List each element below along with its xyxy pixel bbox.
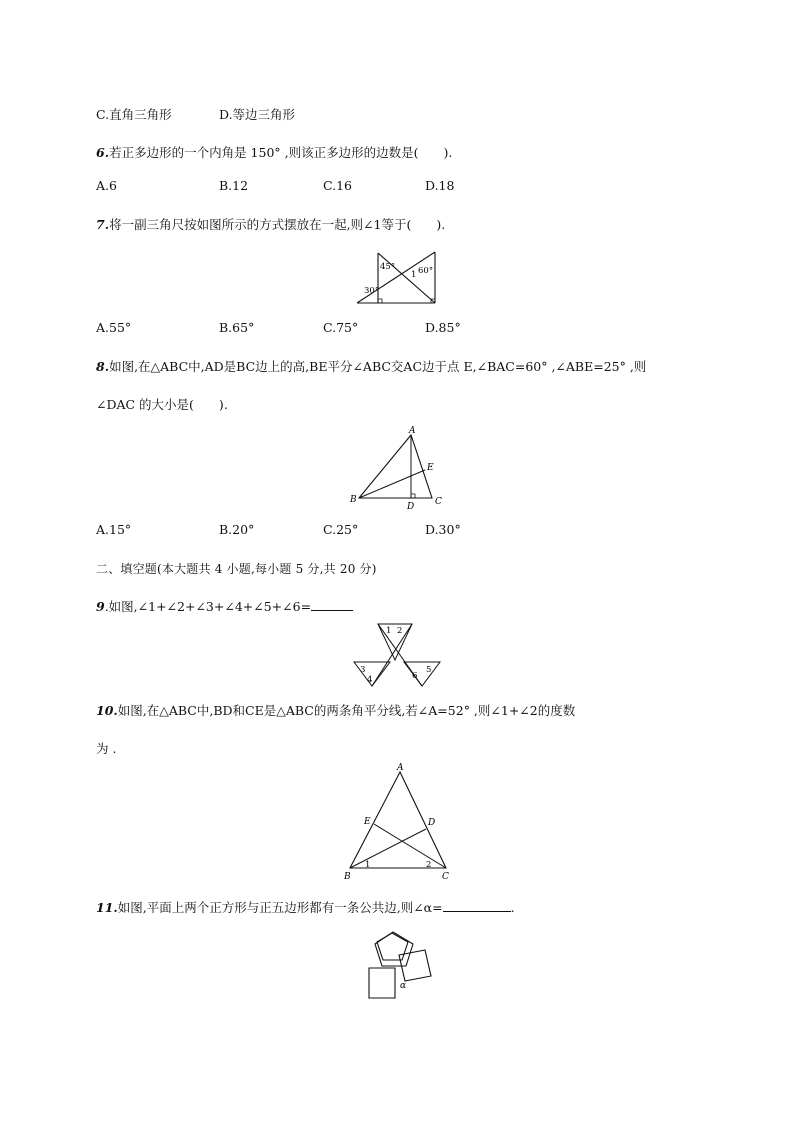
section-fill-in-heading: 二、填空题(本大题共 4 小题,每小题 5 分,共 20 分) xyxy=(96,562,377,576)
q5-option-c: C.直角三角形 xyxy=(96,107,172,122)
q9-number: 9 xyxy=(96,599,105,614)
q7-number: 7. xyxy=(96,217,110,232)
q11-answer-blank[interactable] xyxy=(443,899,511,912)
q11-label-alpha: α xyxy=(400,981,407,991)
q8-triangle-figure xyxy=(345,425,455,515)
q8-text-line1: 如图,在△ABC中,AD是BC边上的高,BE平分∠ABC交AC边于点 E,∠BAC=60° ,∠ABE=25° ,则 xyxy=(109,359,647,374)
q7-option-c: C.75° xyxy=(323,320,359,335)
q7-triangle-ruler-figure xyxy=(355,248,445,308)
q10-label-c: C xyxy=(442,872,449,882)
q10-label-e: E xyxy=(364,817,371,827)
q11-tail: . xyxy=(510,900,515,915)
q9-triangles-figure xyxy=(350,620,450,690)
q6-text: 若正多边形的一个内角是 150° ,则该正多边形的边数是( ). xyxy=(109,145,453,160)
q7-option-d: D.85° xyxy=(425,320,461,335)
q8-option-c: C.25° xyxy=(323,522,359,537)
q8-label-a: A xyxy=(409,426,416,436)
q7-option-a: A.55° xyxy=(96,320,132,335)
q8-option-b: B.20° xyxy=(219,522,255,537)
q11-text: 如图,平面上两个正方形与正五边形都有一条公共边,则∠α= xyxy=(117,900,443,915)
q8-stem-line2: ∠DAC 的大小是( ). xyxy=(96,397,228,412)
q10-label-1: 1 xyxy=(365,860,371,870)
q10-label-2: 2 xyxy=(426,860,432,870)
q9-label-3: 3 xyxy=(360,665,366,675)
q6-option-a: A.6 xyxy=(96,178,117,193)
q9-label-5: 5 xyxy=(426,665,432,675)
q7-text: 将一副三角尺按如图所示的方式摆放在一起,则∠1等于( ). xyxy=(109,217,446,232)
q7-label-1: 1 xyxy=(411,270,417,280)
q9-answer-blank[interactable] xyxy=(311,598,353,611)
q11-number: 11. xyxy=(96,900,118,915)
q8-label-b: B xyxy=(350,495,357,505)
q10-stem-line2: 为 . xyxy=(96,741,117,756)
q7-label-60: 60° xyxy=(418,266,434,276)
q6-option-b: B.12 xyxy=(219,178,249,193)
q11-stem xyxy=(96,898,515,916)
q8-number: 8. xyxy=(96,359,110,374)
q9-label-6: 6 xyxy=(412,671,418,681)
q7-label-45: 45° xyxy=(380,262,396,272)
q10-triangle-figure xyxy=(340,762,460,882)
q9-stem xyxy=(96,597,353,615)
q6-stem xyxy=(96,143,452,161)
q10-number: 10. xyxy=(96,703,118,718)
q10-label-a: A xyxy=(397,763,404,773)
q7-stem xyxy=(96,215,445,233)
q8-label-c: C xyxy=(435,497,442,507)
q9-label-1: 1 xyxy=(386,626,392,636)
q8-option-d: D.30° xyxy=(425,522,461,537)
q10-stem-line1 xyxy=(96,701,575,719)
q6-option-d: D.18 xyxy=(425,178,455,193)
q8-stem-line1 xyxy=(96,357,646,375)
q6-number: 6. xyxy=(96,145,110,160)
q10-text-line1: 如图,在△ABC中,BD和CE是△ABC的两条角平分线,若∠A=52° ,则∠1+∠2的度数 xyxy=(117,703,576,718)
q9-label-2: 2 xyxy=(397,626,403,636)
q10-label-b: B xyxy=(344,872,351,882)
q11-pentagon-squares-figure xyxy=(355,930,455,1005)
q8-label-e: E xyxy=(427,463,434,473)
q5-option-d: D.等边三角形 xyxy=(219,107,296,122)
q10-label-d: D xyxy=(428,818,436,828)
q9-text: .如图,∠1+∠2+∠3+∠4+∠5+∠6= xyxy=(104,599,312,614)
q6-option-c: C.16 xyxy=(323,178,352,193)
q9-label-4: 4 xyxy=(367,675,373,685)
q7-label-30: 30° xyxy=(364,286,380,296)
q8-label-d: D xyxy=(407,502,415,512)
q7-option-b: B.65° xyxy=(219,320,255,335)
q8-option-a: A.15° xyxy=(96,522,132,537)
